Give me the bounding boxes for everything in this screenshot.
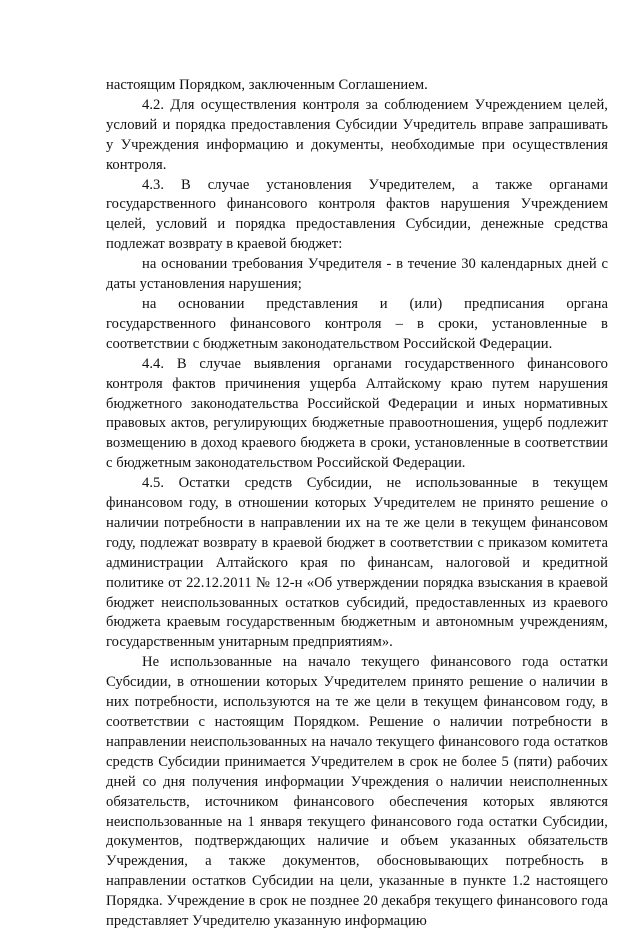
paragraph: настоящим Порядком, заключенным Соглашением.: [106, 77, 428, 93]
paragraph: 4.4. В случае выявления органами государственного финансового контроля фактов причинения ущерба Алтайскому краю путем нарушения бюджетного законодательства Российской Федерации и иных нормативных правовых актов, регулирующих бюджетные правоотношения, ущерб подлежит возмещению в доход краевого бюджета в сроки, установленные в соответствии с бюджетным законодательством Российской Федерации.: [106, 355, 608, 472]
paragraph: 4.3. В случае установления Учредителем, а также органами государственного финансового контроля фактов нарушения Учреждением целей, условий и порядка предоставления Субсидии, денежные средства подлежат возврату в краевой бюджет:: [106, 176, 608, 253]
paragraph: 4.5. Остатки средств Субсидии, не использованные в текущем финансовом году, в отношении которых Учредителем не принято решение о наличии потребности в направлении их на те же цели в текущем финансовом году, подлежат возврату в краевой бюджет в соответствии с приказом комитета администрации Алтайского края по финансам, налоговой и кредитной политике от 22.12.2011 № 12-н «Об утверждении порядка взыскания в краевой бюджет неиспользованных остатков субсидий, предоставленных из краевого бюджета краевым государственным бюджетным и автономным учреждениям, государственным унитарным предприятиям».: [106, 475, 608, 651]
paragraph: 4.2. Для осуществления контроля за соблюдением Учреждением целей, условий и порядка предоставления Субсидии Учредитель вправе запрашивать у Учреждения информацию и документы, необходимые при осуществления контроля.: [106, 96, 608, 173]
paragraph: на основании требования Учредителя - в течение 30 календарных дней с даты установления нарушения;: [106, 256, 608, 293]
paragraph: Не использованные на начало текущего финансового года остатки Субсидии, в отношении которых Учредителем принято решение о наличии в них потребности, используются на те же цели в текущем финансовом году, в соответствии с настоящим Порядком. Решение о наличии потребности в направлении неиспользованных на начало текущего финансового года остатков средств Субсидии принимается Учредителем в срок не более 5 (пяти) рабочих дней со дня получения информации Учреждения о наличии неисполненных обязательств, источником финансового обеспечения которых являются неиспользованные на 1 января текущего финансового года остатки Субсидии, документов, подтверждающих наличие и объем указанных обязательств Учреждения, а также документов, обосновывающих потребность в направлении остатков Субсидии на цели, указанные в пункте 1.2 настоящего Порядка. Учреждение в срок не позднее 20 декабря текущего финансового года представляет Учредителю указанную информацию: [106, 654, 608, 930]
document-body: [106, 76, 608, 932]
paragraph: на основании представления и (или) предписания органа государственного финансового контроля – в сроки, установленные в соответствии с бюджетным законодательством Российской Федерации.: [106, 295, 608, 352]
